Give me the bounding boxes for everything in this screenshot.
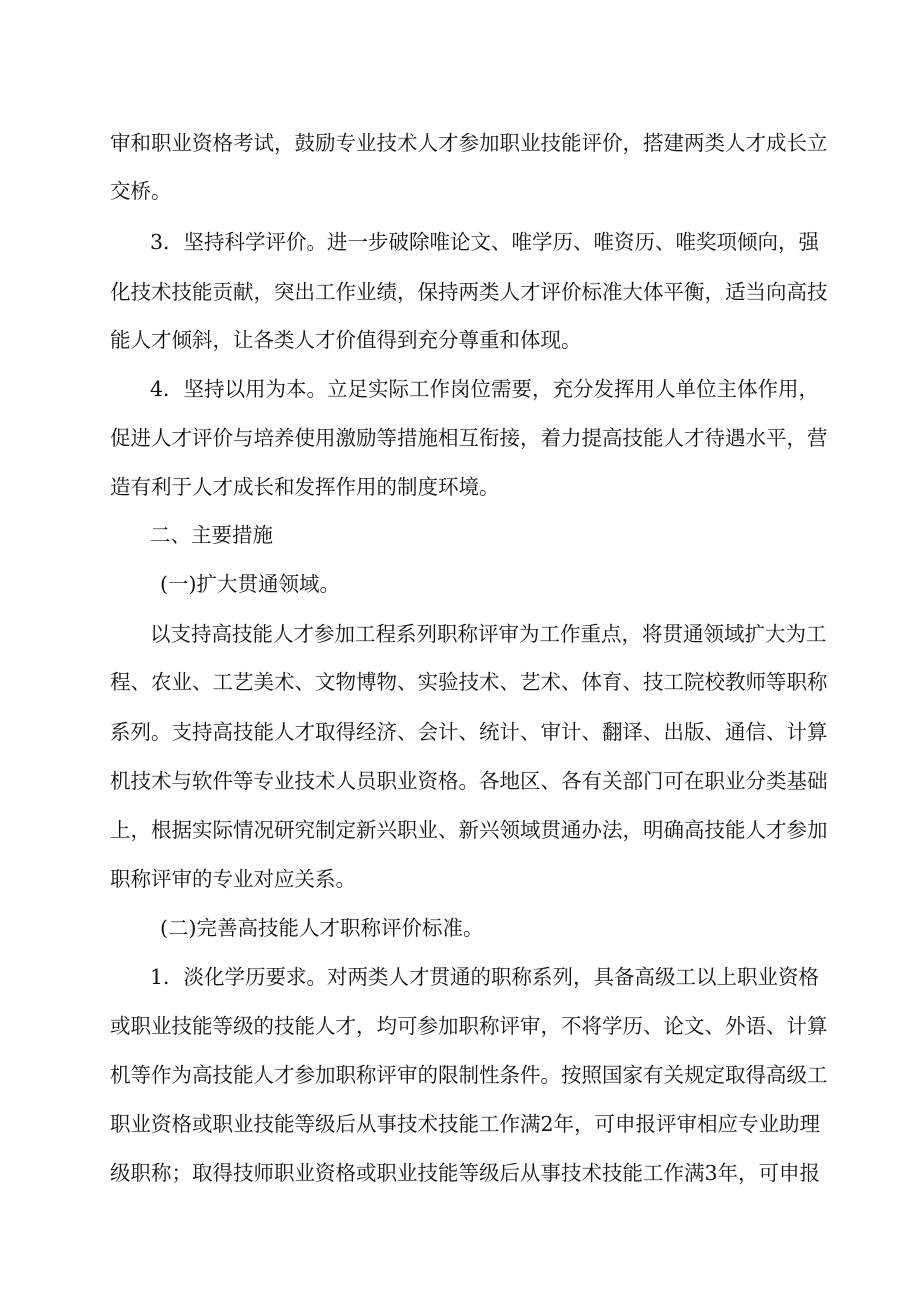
text-line: 造有利于人才成长和发挥作用的制度环境。 xyxy=(110,475,500,499)
text-line: 职业资格或职业技能等级后从事技术技能工作满2年，可申报评审相应专业助理 xyxy=(110,1112,821,1136)
text-line: 化技术技能贡献，突出工作业绩，保持两类人才评价标准大体平衡，适当向高技 xyxy=(110,280,828,304)
text-line: 职称评审的专业对应关系。 xyxy=(110,867,356,891)
subsection-heading: (二)完善高技能人才职称评价标准。 xyxy=(160,916,484,940)
text-line: 机等作为高技能人才参加职称评审的限制性条件。按照国家有关规定取得高级工 xyxy=(110,1063,828,1087)
text-line: 4．坚持以用为本。立足实际工作岗位需要，充分发挥用人单位主体作用， xyxy=(150,377,820,401)
section-heading: 二、主要措施 xyxy=(150,523,273,547)
text-line: 1．淡化学历要求。对两类人才贯通的职称系列，具备高级工以上职业资格 xyxy=(150,965,820,989)
text-line: 上，根据实际情况研究制定新兴职业、新兴领域贯通办法，明确高技能人才参加 xyxy=(110,818,828,842)
text-line: 促进人才评价与培养使用激励等措施相互衔接，着力提高技能人才待遇水平，营 xyxy=(110,426,828,450)
text-line: 机技术与软件等专业技术人员职业资格。各地区、各有关部门可在职业分类基础 xyxy=(110,769,828,793)
text-line: 系列。支持高技能人才取得经济、会计、统计、审计、翻译、出版、通信、计算 xyxy=(110,720,828,744)
text-line: 以支持高技能人才参加工程系列职称评审为工作重点，将贯通领域扩大为工 xyxy=(150,622,827,646)
text-line: 能人才倾斜，让各类人才价值得到充分尊重和体现。 xyxy=(110,328,582,352)
text-line: 3．坚持科学评价。进一步破除唯论文、唯学历、唯资历、唯奖项倾向，强 xyxy=(150,230,820,254)
text-line: 交桥。 xyxy=(110,179,172,203)
text-line: 级职称；取得技师职业资格或职业技能等级后从事技术技能工作满3年，可申报 xyxy=(110,1161,821,1185)
subsection-heading: (一)扩大贯通领域。 xyxy=(160,572,340,596)
text-line: 或职业技能等级的技能人才，均可参加职称评审，不将学历、论文、外语、计算 xyxy=(110,1014,828,1038)
text-line: 审和职业资格考试，鼓励专业技术人才参加职业技能评价，搭建两类人才成长立 xyxy=(110,131,828,155)
text-line: 程、农业、工艺美术、文物博物、实验技术、艺术、体育、技工院校教师等职称 xyxy=(110,670,828,694)
